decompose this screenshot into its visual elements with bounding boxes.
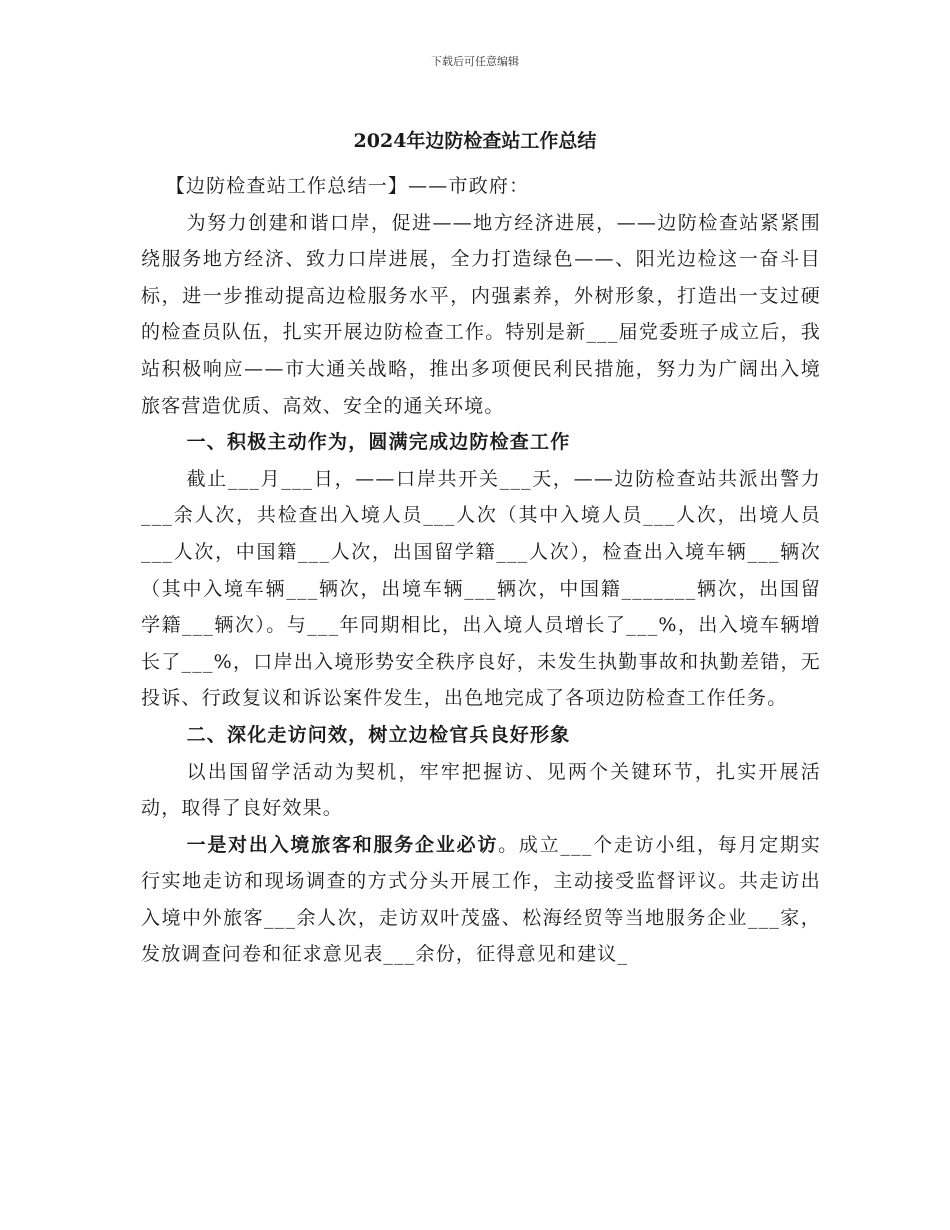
section-2-paragraph: 以出国留学活动为契机，牢牢把握访、见两个关键环节，扎实开展活动，取得了良好效果。: [141, 760, 821, 820]
document-title: 2024年边防检查站工作总结: [353, 130, 597, 152]
section-2-point-1-lead: 一是对出入境旅客和服务企业必访: [186, 833, 499, 856]
section-1-paragraph: 截止___月___日，——口岸共开关___天，——边防检查站共派出警力___余人次，共检查出入境人员___人次（其中入境人员___人次，出境人员___人次，中国籍___人次，出国留学籍___人次），检查出入境车辆___辆次（其中入境车辆___辆次，出境车辆___辆次，中国籍_______辆次，出国留学籍___辆次）。与___年同期相比，出入境人员增长了___%，出入境车辆增长了___%，口岸出入境形势安全秩序良好，未发生执勤事故和执勤差错，无投诉、行政复议和诉讼案件发生，出色地完成了各项边防检查工作任务。: [141, 467, 821, 710]
document-body: [141, 168, 821, 973]
page-header-note: 下载后可任意编辑: [431, 55, 519, 68]
section-2-heading: 二、深化走访问效，树立边检官兵良好形象: [186, 723, 571, 746]
section-2-point-1-text: 。成立___个走访小组，每月定期实行实地走访和现场调查的方式分头开展工作，主动接受监督评议。共走访出入境中外旅客___余人次，走访双叶茂盛、松海经贸等当地服务企业___家，发放调查问卷和征求意见表___余份，征得意见和建议_: [141, 833, 821, 966]
document-lead: 【边防检查站工作总结一】——市政府：: [165, 175, 530, 197]
intro-paragraph: 为努力创建和谐口岸，促进——地方经济进展，——边防检查站紧紧围绕服务地方经济、致力口岸进展，全力打造绿色——、阳光边检这一奋斗目标，进一步推动提高边检服务水平，内强素养，外树形象，打造出一支过硬的检查员队伍，扎实开展边防检查工作。特别是新___届党委班子成立后，我站积极响应——市大通关战略，推出多项便民利民措施，努力为广阔出入境旅客营造优质、高效、安全的通关环境。: [141, 211, 821, 417]
section-2-point-1: [141, 827, 821, 973]
section-1-heading: 一、积极主动作为，圆满完成边防检查工作: [186, 431, 571, 454]
